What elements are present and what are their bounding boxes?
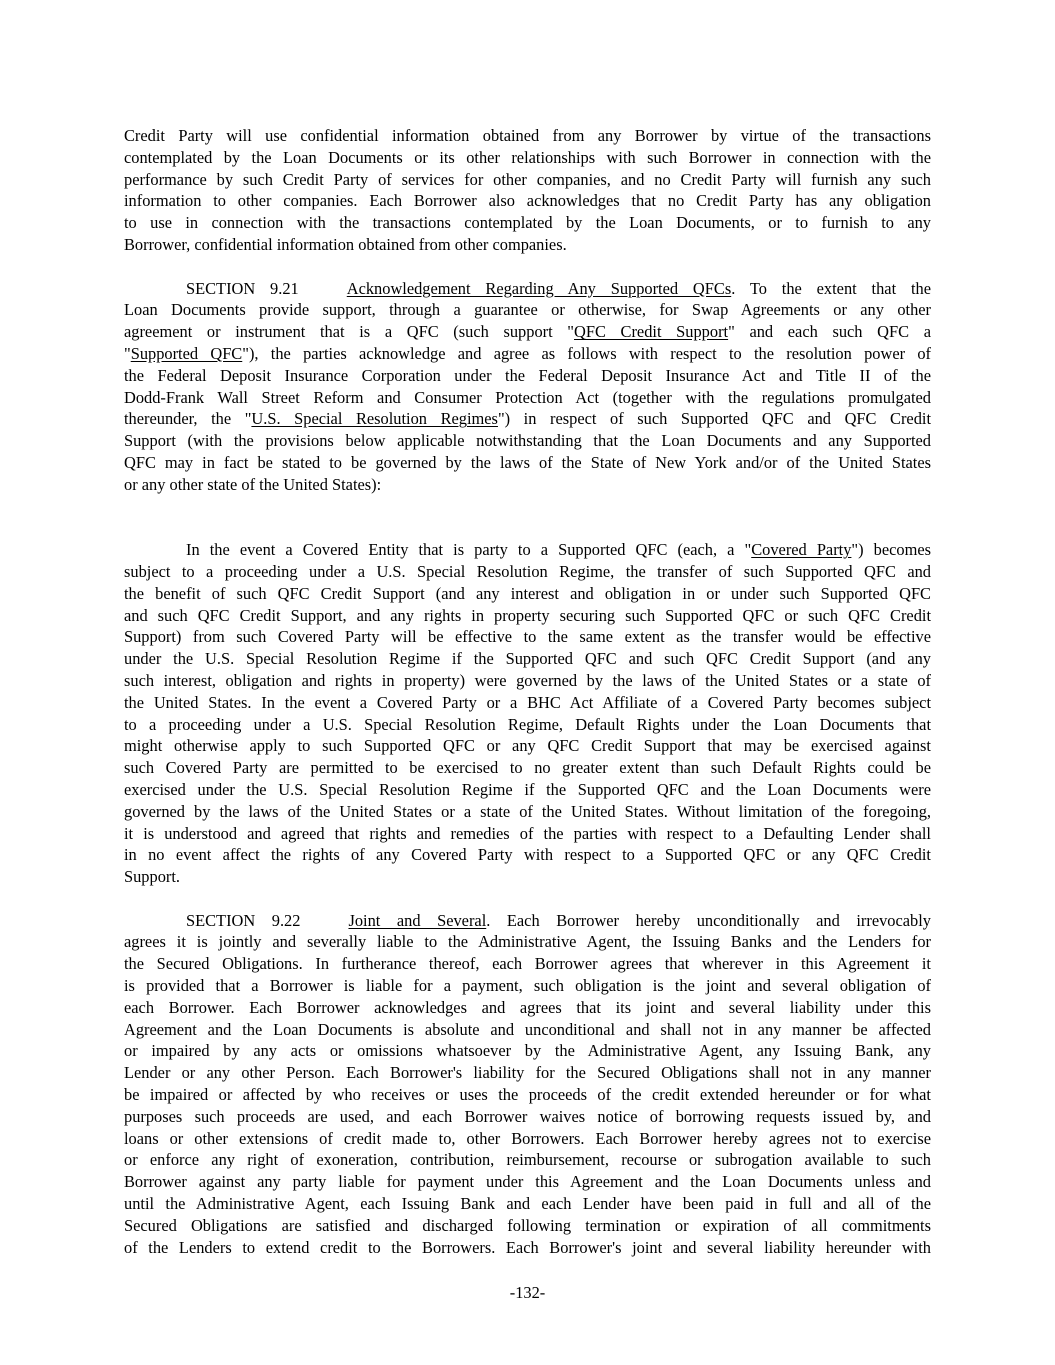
text-segment: purposes such proceeds are used, and each Borrower waives notice of borrowing requests issued by, and <box>124 1106 931 1126</box>
text-line <box>124 866 931 888</box>
text-line <box>124 1237 931 1259</box>
text-segment: performance by such Credit Party of services for other companies, and no Credit Party will furnish any such <box>124 169 931 189</box>
text-segment: exercised under the U.S. Special Resolution Regime if the Supported QFC and the Loan Documents were <box>124 779 931 799</box>
text-segment: or enforce any right of exoneration, contribution, reimbursement, recourse or subrogation available to such <box>124 1150 931 1170</box>
text-segment: the benefit of such QFC Credit Support (and any interest and obligation in or under such Supported QFC <box>124 583 931 603</box>
text-line <box>124 844 931 866</box>
text-line <box>124 931 931 953</box>
text-segment: governed by the laws of the United States or a state of the United States. Without limitation of the foregoing, <box>124 801 931 821</box>
text-segment: contemplated by the Loan Documents or its other relationships with such Borrower in connection with the <box>124 147 931 167</box>
text-segment: Dodd-Frank Wall Street Reform and Consumer Protection Act (together with the regulations promulgated <box>124 387 931 407</box>
text-segment: Support) from such Covered Party will be effective to the same extent as the transfer would be effective <box>124 627 931 647</box>
defined-term: Joint and Several <box>348 910 487 930</box>
text-segment: in no event affect the rights of any Covered Party with respect to a Supported QFC or any QFC Credit <box>124 845 931 865</box>
text-line <box>124 474 931 496</box>
text-line <box>124 561 931 583</box>
text-segment: Agreement and the Loan Documents is absolute and unconditional and shall not in any manner be affected <box>124 1019 931 1039</box>
text-line <box>124 735 931 757</box>
text-line <box>124 779 931 801</box>
text-line <box>124 147 931 169</box>
defined-term: Acknowledgement Regarding Any Supported QFCs <box>346 278 732 298</box>
text-segment: In the event a Covered Entity that is party to a Supported QFC (each, a " <box>186 540 752 560</box>
text-segment: it is understood and agreed that rights and remedies of the parties with respect to a Defaulting Lender shall <box>124 823 931 843</box>
text-line <box>124 757 931 779</box>
text-segment: Borrower, confidential information obtained from other companies. <box>124 234 567 254</box>
text-segment: Borrower against any party liable for payment under this Agreement and the Loan Documents unless and <box>124 1172 931 1192</box>
text-line <box>124 1149 931 1171</box>
defined-term: Covered Party <box>751 540 852 560</box>
text-segment: loans or other extensions of credit made to, other Borrowers. Each Borrower hereby agrees not to exercise <box>124 1128 931 1148</box>
text-line <box>124 125 931 147</box>
text-line <box>124 169 931 191</box>
paragraph <box>124 539 931 888</box>
text-segment: ") becomes <box>851 540 931 560</box>
text-line <box>124 823 931 845</box>
text-line <box>124 997 931 1019</box>
text-line <box>124 1062 931 1084</box>
text-line <box>124 670 931 692</box>
text-segment: Lender or any other Person. Each Borrower's liability for the Secured Obligations shall not in any manner <box>124 1063 931 1083</box>
text-line <box>124 539 931 561</box>
text-line <box>124 975 931 997</box>
text-line <box>124 1171 931 1193</box>
defined-term: U.S. Special Resolution Regimes <box>251 409 498 429</box>
text-line <box>124 212 931 234</box>
text-line <box>124 692 931 714</box>
text-segment: agrees it is jointly and severally liable to the Administrative Agent, the Issuing Banks and the Lenders for <box>124 932 931 952</box>
text-line <box>124 365 931 387</box>
text-segment: subject to a proceeding under a U.S. Special Resolution Regime, the transfer of such Supported QFC and <box>124 561 931 581</box>
text-segment: Secured Obligations are satisfied and discharged following termination or expiration of all commitments <box>124 1215 931 1235</box>
section-number: SECTION 9.22 <box>186 910 301 930</box>
text-segment: QFC may in fact be stated to be governed by the laws of the State of New York and/or of the United States <box>124 452 931 472</box>
text-segment: thereunder, the " <box>124 409 252 429</box>
text-segment: the Secured Obligations. In furtherance thereof, each Borrower agrees that wherever in this Agreement it <box>124 954 931 974</box>
text-line <box>124 626 931 648</box>
text-segment: " and each such QFC a <box>728 322 931 342</box>
text-line <box>124 910 931 932</box>
text-segment: " <box>124 343 131 363</box>
text-line <box>124 605 931 627</box>
text-line <box>124 408 931 430</box>
text-segment: Credit Party will use confidential information obtained from any Borrower by virtue of the transactions <box>124 126 931 145</box>
text-segment: . Each Borrower hereby unconditionally and irrevocably <box>486 910 931 930</box>
text-line <box>124 714 931 736</box>
text-segment: agreement or instrument that is a QFC (such support " <box>124 322 574 342</box>
text-line <box>124 953 931 975</box>
text-line <box>124 1128 931 1150</box>
text-line <box>124 321 931 343</box>
text-segment: of the Lenders to extend credit to the Borrowers. Each Borrower's joint and several liability hereunder with <box>124 1237 931 1257</box>
text-segment: to use in connection with the transactions contemplated by the Loan Documents, or to furnish to any <box>124 213 931 233</box>
text-segment: Support. <box>124 867 181 887</box>
text-segment: such interest, obligation and rights in property) were governed by the laws of the United States or a state of <box>124 670 931 690</box>
text-segment: Support (with the provisions below applicable notwithstanding that the Loan Documents and any Supported <box>124 431 931 451</box>
defined-term: Supported QFC <box>130 343 243 363</box>
text-segment: might otherwise apply to such Supported QFC or any QFC Credit Support that may be exercised against <box>124 736 931 756</box>
text-line <box>124 583 931 605</box>
section-paragraph <box>124 278 931 496</box>
text-line <box>124 1084 931 1106</box>
text-line <box>124 1215 931 1237</box>
paragraph <box>124 125 931 256</box>
text-line <box>124 1019 931 1041</box>
text-segment: under the U.S. Special Resolution Regime if the Supported QFC and such QFC Credit Support (and any <box>124 649 931 669</box>
text-segment: information to other companies. Each Borrower also acknowledges that no Credit Party has any obligation <box>124 191 931 211</box>
text-segment: each Borrower. Each Borrower acknowledges and agrees that its joint and several liability under this <box>124 997 931 1017</box>
text-segment: the Federal Deposit Insurance Corporation under the Federal Deposit Insurance Act and Title II of the <box>124 365 931 385</box>
text-segment: and such QFC Credit Support, and any rights in property securing such Supported QFC or such QFC Credit <box>124 605 931 625</box>
text-segment: "), the parties acknowledge and agree as follows with respect to the resolution power of <box>242 343 931 363</box>
text-segment: such Covered Party are permitted to be exercised to no greater extent than such Default Rights could be <box>124 758 931 778</box>
text-segment: . To the extent that the <box>731 278 931 298</box>
text-line <box>124 299 931 321</box>
text-segment: until the Administrative Agent, each Issuing Bank and each Lender have been paid in full and all of the <box>124 1194 931 1214</box>
text-segment: or impaired by any acts or omissions whatsoever by the Administrative Agent, any Issuing Bank, any <box>124 1041 931 1061</box>
document-body <box>124 125 931 1258</box>
text-segment: ") in respect of such Supported QFC and QFC Credit <box>497 409 932 429</box>
text-line <box>124 452 931 474</box>
text-segment: or any other state of the United States): <box>124 474 382 494</box>
text-segment: the United States. In the event a Covered Party or a BHC Act Affiliate of a Covered Party becomes subject <box>124 692 931 712</box>
text-segment: to a proceeding under a U.S. Special Resolution Regime, Default Rights under the Loan Documents that <box>124 714 931 734</box>
text-line <box>124 801 931 823</box>
text-line <box>124 278 931 300</box>
section-paragraph <box>124 910 931 1259</box>
text-segment: be impaired or affected by who receives or uses the proceeds of the credit extended hereunder or for what <box>124 1085 931 1105</box>
text-line <box>124 387 931 409</box>
text-line <box>124 343 931 365</box>
text-line <box>124 648 931 670</box>
section-number: SECTION 9.21 <box>186 278 299 298</box>
text-line <box>124 430 931 452</box>
text-line <box>124 1106 931 1128</box>
text-line <box>124 234 931 256</box>
page-number: -132- <box>509 1283 546 1302</box>
text-segment: is provided that a Borrower is liable for a payment, such obligation is the joint and several obligation of <box>124 976 931 996</box>
text-line <box>124 190 931 212</box>
text-line <box>124 1193 931 1215</box>
defined-term: QFC Credit Support <box>574 322 729 342</box>
text-line <box>124 1040 931 1062</box>
text-segment: Loan Documents provide support, through a guarantee or otherwise, for Swap Agreements or any other <box>124 300 931 320</box>
